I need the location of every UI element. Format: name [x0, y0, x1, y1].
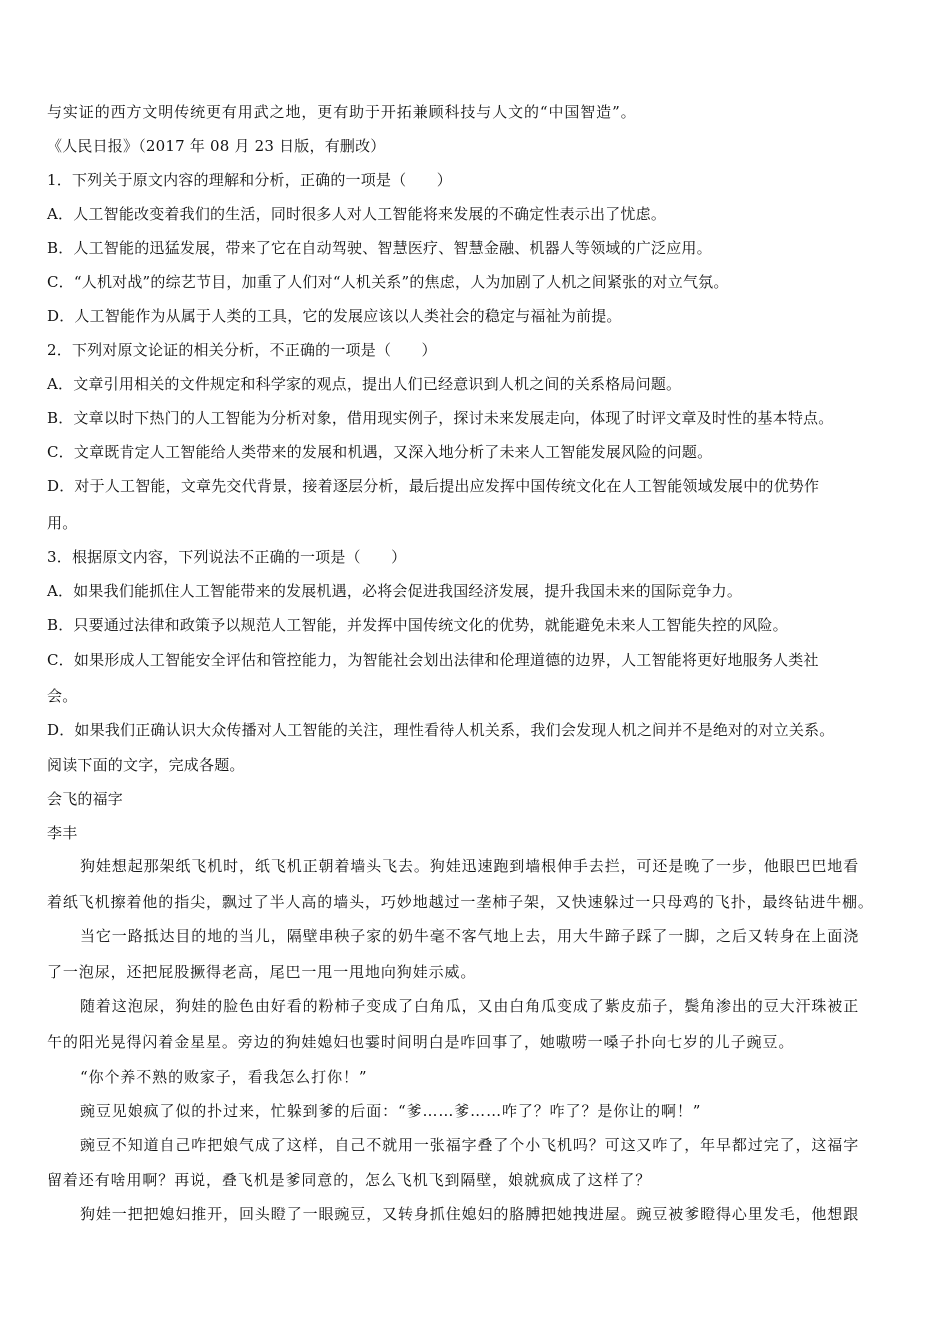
question-3-option-b: B．只要通过法律和政策予以规范人工智能，并发挥中国传统文化的优势，就能避免未来人工智能失控的风险。: [47, 616, 788, 634]
story-line: “你个养不熟的败家子，看我怎么打你！”: [80, 1068, 368, 1086]
story-line: 随着这泡尿，狗娃的脸色由好看的粉柿子变成了白角瓜，又由白角瓜变成了紫皮茄子，鬓角渗出的豆大汗珠被正: [80, 997, 860, 1015]
question-3-option-a: A．如果我们能抓住人工智能带来的发展机遇，必将会促进我国经济发展，提升我国未来的国际竞争力。: [47, 582, 743, 600]
story-line: 着纸飞机擦着他的指尖，飘过了半人高的墙头，巧妙地越过一垄柿子架，又快速躲过一只母鸡的飞扑，最终钻进牛棚。: [47, 893, 874, 911]
question-2-option-c: C．文章既肯定人工智能给人类带来的发展和机遇，又深入地分析了未来人工智能发展风险的问题。: [47, 443, 713, 461]
story-line: 狗娃一把把媳妇推开，回头瞪了一眼豌豆，又转身抓住媳妇的胳膊把她拽进屋。豌豆被爹瞪得心里发毛，他想跟: [80, 1205, 860, 1223]
story-line: 狗娃想起那架纸飞机时，纸飞机正朝着墙头飞去。狗娃迅速跑到墙根伸手去拦，可还是晚了一步，他眼巴巴地看: [80, 857, 860, 875]
story-line: 豌豆见娘疯了似的扑过来，忙躲到爹的后面：“爹……爹……咋了？咋了？是你让的啊！”: [80, 1102, 702, 1120]
question-1-option-a: A．人工智能改变着我们的生活，同时很多人对人工智能将来发展的不确定性表示出了忧虑。: [47, 205, 667, 223]
story-line: 豌豆不知道自己咋把娘气成了这样，自己不就用一张福字叠了个小飞机吗？可这又咋了，年早都过完了，这福字: [80, 1136, 860, 1154]
question-1-option-d: D．人工智能作为从属于人类的工具，它的发展应该以人类社会的稳定与福祉为前提。: [47, 307, 622, 325]
story-author: 李丰: [47, 824, 78, 842]
story-line: 留着还有啥用啊？再说，叠飞机是爹同意的，怎么飞机飞到隔壁，娘就疯成了这样了？: [47, 1171, 652, 1189]
question-3-option-c-cont: 会。: [47, 687, 78, 705]
story-line: 了一泡尿，还把屁股撅得老高，尾巴一甩一甩地向狗娃示威。: [47, 963, 477, 981]
source-citation: 《人民日报》（2017 年 08 月 23 日版，有删改）: [47, 137, 386, 155]
intro-tail: 与实证的西方文明传统更有用武之地，更有助于开拓兼顾科技与人文的“中国智造”。: [47, 103, 637, 121]
question-1-option-c: C．“人机对战”的综艺节目，加重了人们对“人机关系”的焦虑，人为加剧了人机之间紧张的对立气氛。: [47, 273, 729, 291]
question-2-option-d-cont: 用。: [47, 514, 78, 532]
story-line: 当它一路抵达目的地的当儿，隔壁串秧子家的奶牛毫不客气地上去，用大牛蹄子踩了一脚，之后又转身在上面浇: [80, 927, 860, 945]
story-line: 午的阳光晃得闪着金星星。旁边的狗娃媳妇也霎时间明白是咋回事了，她嗷唠一嗓子扑向七岁的儿子豌豆。: [47, 1033, 795, 1051]
question-2-option-a: A．文章引用相关的文件规定和科学家的观点，提出人们已经意识到人机之间的关系格局问题。: [47, 375, 682, 393]
question-3-option-c: C．如果形成人工智能安全评估和管控能力，为智能社会划出法律和伦理道德的边界，人工智能将更好地服务人类社: [47, 651, 819, 669]
reading-instruction: 阅读下面的文字，完成各题。: [47, 756, 245, 774]
question-2-stem: 2．下列对原文论证的相关分析，不正确的一项是（ ）: [47, 341, 437, 359]
story-title: 会飞的福字: [47, 790, 124, 808]
question-2-option-b: B．文章以时下热门的人工智能为分析对象，借用现实例子，探讨未来发展走向，体现了时评文章及时性的基本特点。: [47, 409, 834, 427]
question-3-stem: 3．根据原文内容，下列说法不正确的一项是（ ）: [47, 548, 407, 566]
question-1-stem: 1．下列关于原文内容的理解和分析，正确的一项是（ ）: [47, 171, 452, 189]
question-1-option-b: B．人工智能的迅猛发展，带来了它在自动驾驶、智慧医疗、智慧金融、机器人等领域的广泛应用。: [47, 239, 712, 257]
question-2-option-d: D．对于人工智能，文章先交代背景，接着逐层分析，最后提出应发挥中国传统文化在人工智能领域发展中的优势作: [47, 477, 820, 495]
question-3-option-d: D．如果我们正确认识大众传播对人工智能的关注，理性看待人机关系，我们会发现人机之间并不是绝对的对立关系。: [47, 721, 835, 739]
